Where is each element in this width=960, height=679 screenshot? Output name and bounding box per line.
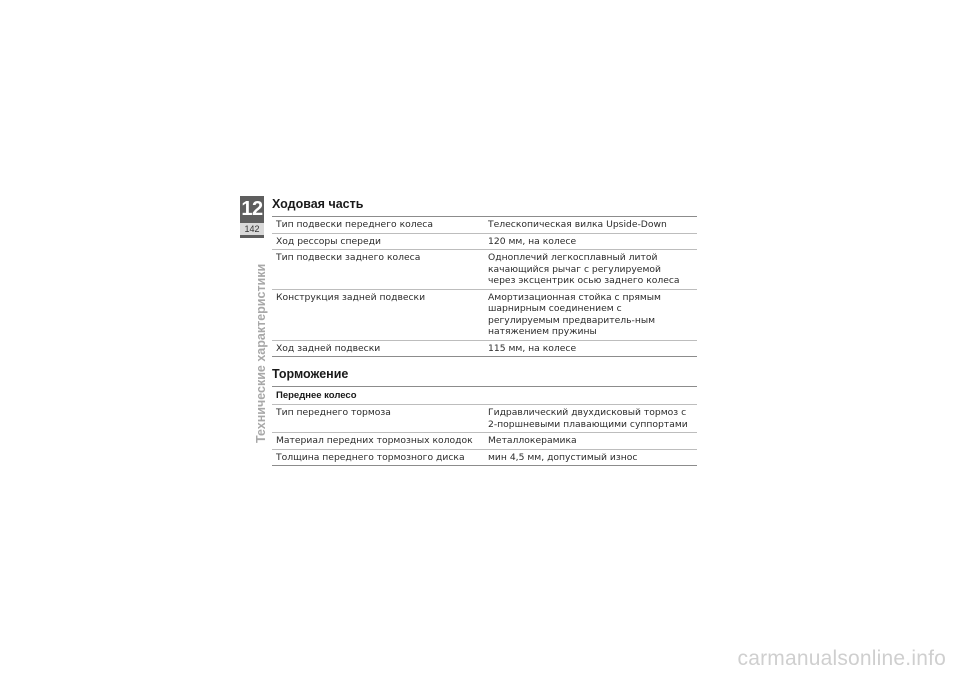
table-row <box>272 341 697 358</box>
watermark: carmanualsonline.info <box>737 647 946 670</box>
row-value: Гидравлический двухдисковый тормоз с 2-поршневыми плавающими суппортами <box>488 407 688 430</box>
table-row <box>272 250 697 290</box>
row-label: Ход рессоры спереди <box>276 235 381 247</box>
chapter-number: 12 <box>241 198 263 220</box>
row-value: 115 мм, на колесе <box>488 342 577 354</box>
table-row <box>272 450 697 467</box>
spec-content <box>272 196 697 466</box>
row-label: Толщина переднего тормозного диска <box>276 451 465 463</box>
row-label: Ход задней подвески <box>276 342 381 354</box>
table-row <box>272 290 697 341</box>
row-label: Конструкция задней подвески <box>276 291 426 303</box>
chassis-table <box>272 217 697 357</box>
chapter-title: Технические характеристики <box>254 263 268 443</box>
table-subheader: Переднее колесо <box>272 387 697 405</box>
section-title-braking: Торможение <box>272 366 697 387</box>
chapter-tab <box>240 196 264 238</box>
row-value: Амортизационная стойка с прямым шарнирным соединением с регулируемым предваритель-ным натяжением пружины <box>488 291 661 337</box>
row-value: Телескопическая вилка Upside-Down <box>488 219 667 230</box>
row-label: Тип подвески заднего колеса <box>276 252 421 263</box>
row-value: Металлокерамика <box>488 435 577 446</box>
table-row <box>272 217 697 234</box>
row-value: 120 мм, на колесе <box>488 235 577 247</box>
row-label: Тип переднего тормоза <box>276 407 391 418</box>
row-value: Одноплечий легкосплавный литой качающийся рычаг с регулируемой через эксцентрик осью заднего колеса <box>488 252 680 286</box>
row-label: Тип подвески переднего колеса <box>276 219 433 230</box>
braking-table <box>272 387 697 466</box>
row-label: Материал передних тормозных колодок <box>276 435 473 446</box>
row-value: мин 4,5 мм, допустимый износ <box>488 451 638 463</box>
page-number: 142 <box>240 223 264 235</box>
table-row <box>272 405 697 433</box>
section-title-chassis: Ходовая часть <box>272 196 697 217</box>
table-row <box>272 433 697 450</box>
chapter-title-vertical <box>243 240 268 452</box>
table-row <box>272 234 697 251</box>
